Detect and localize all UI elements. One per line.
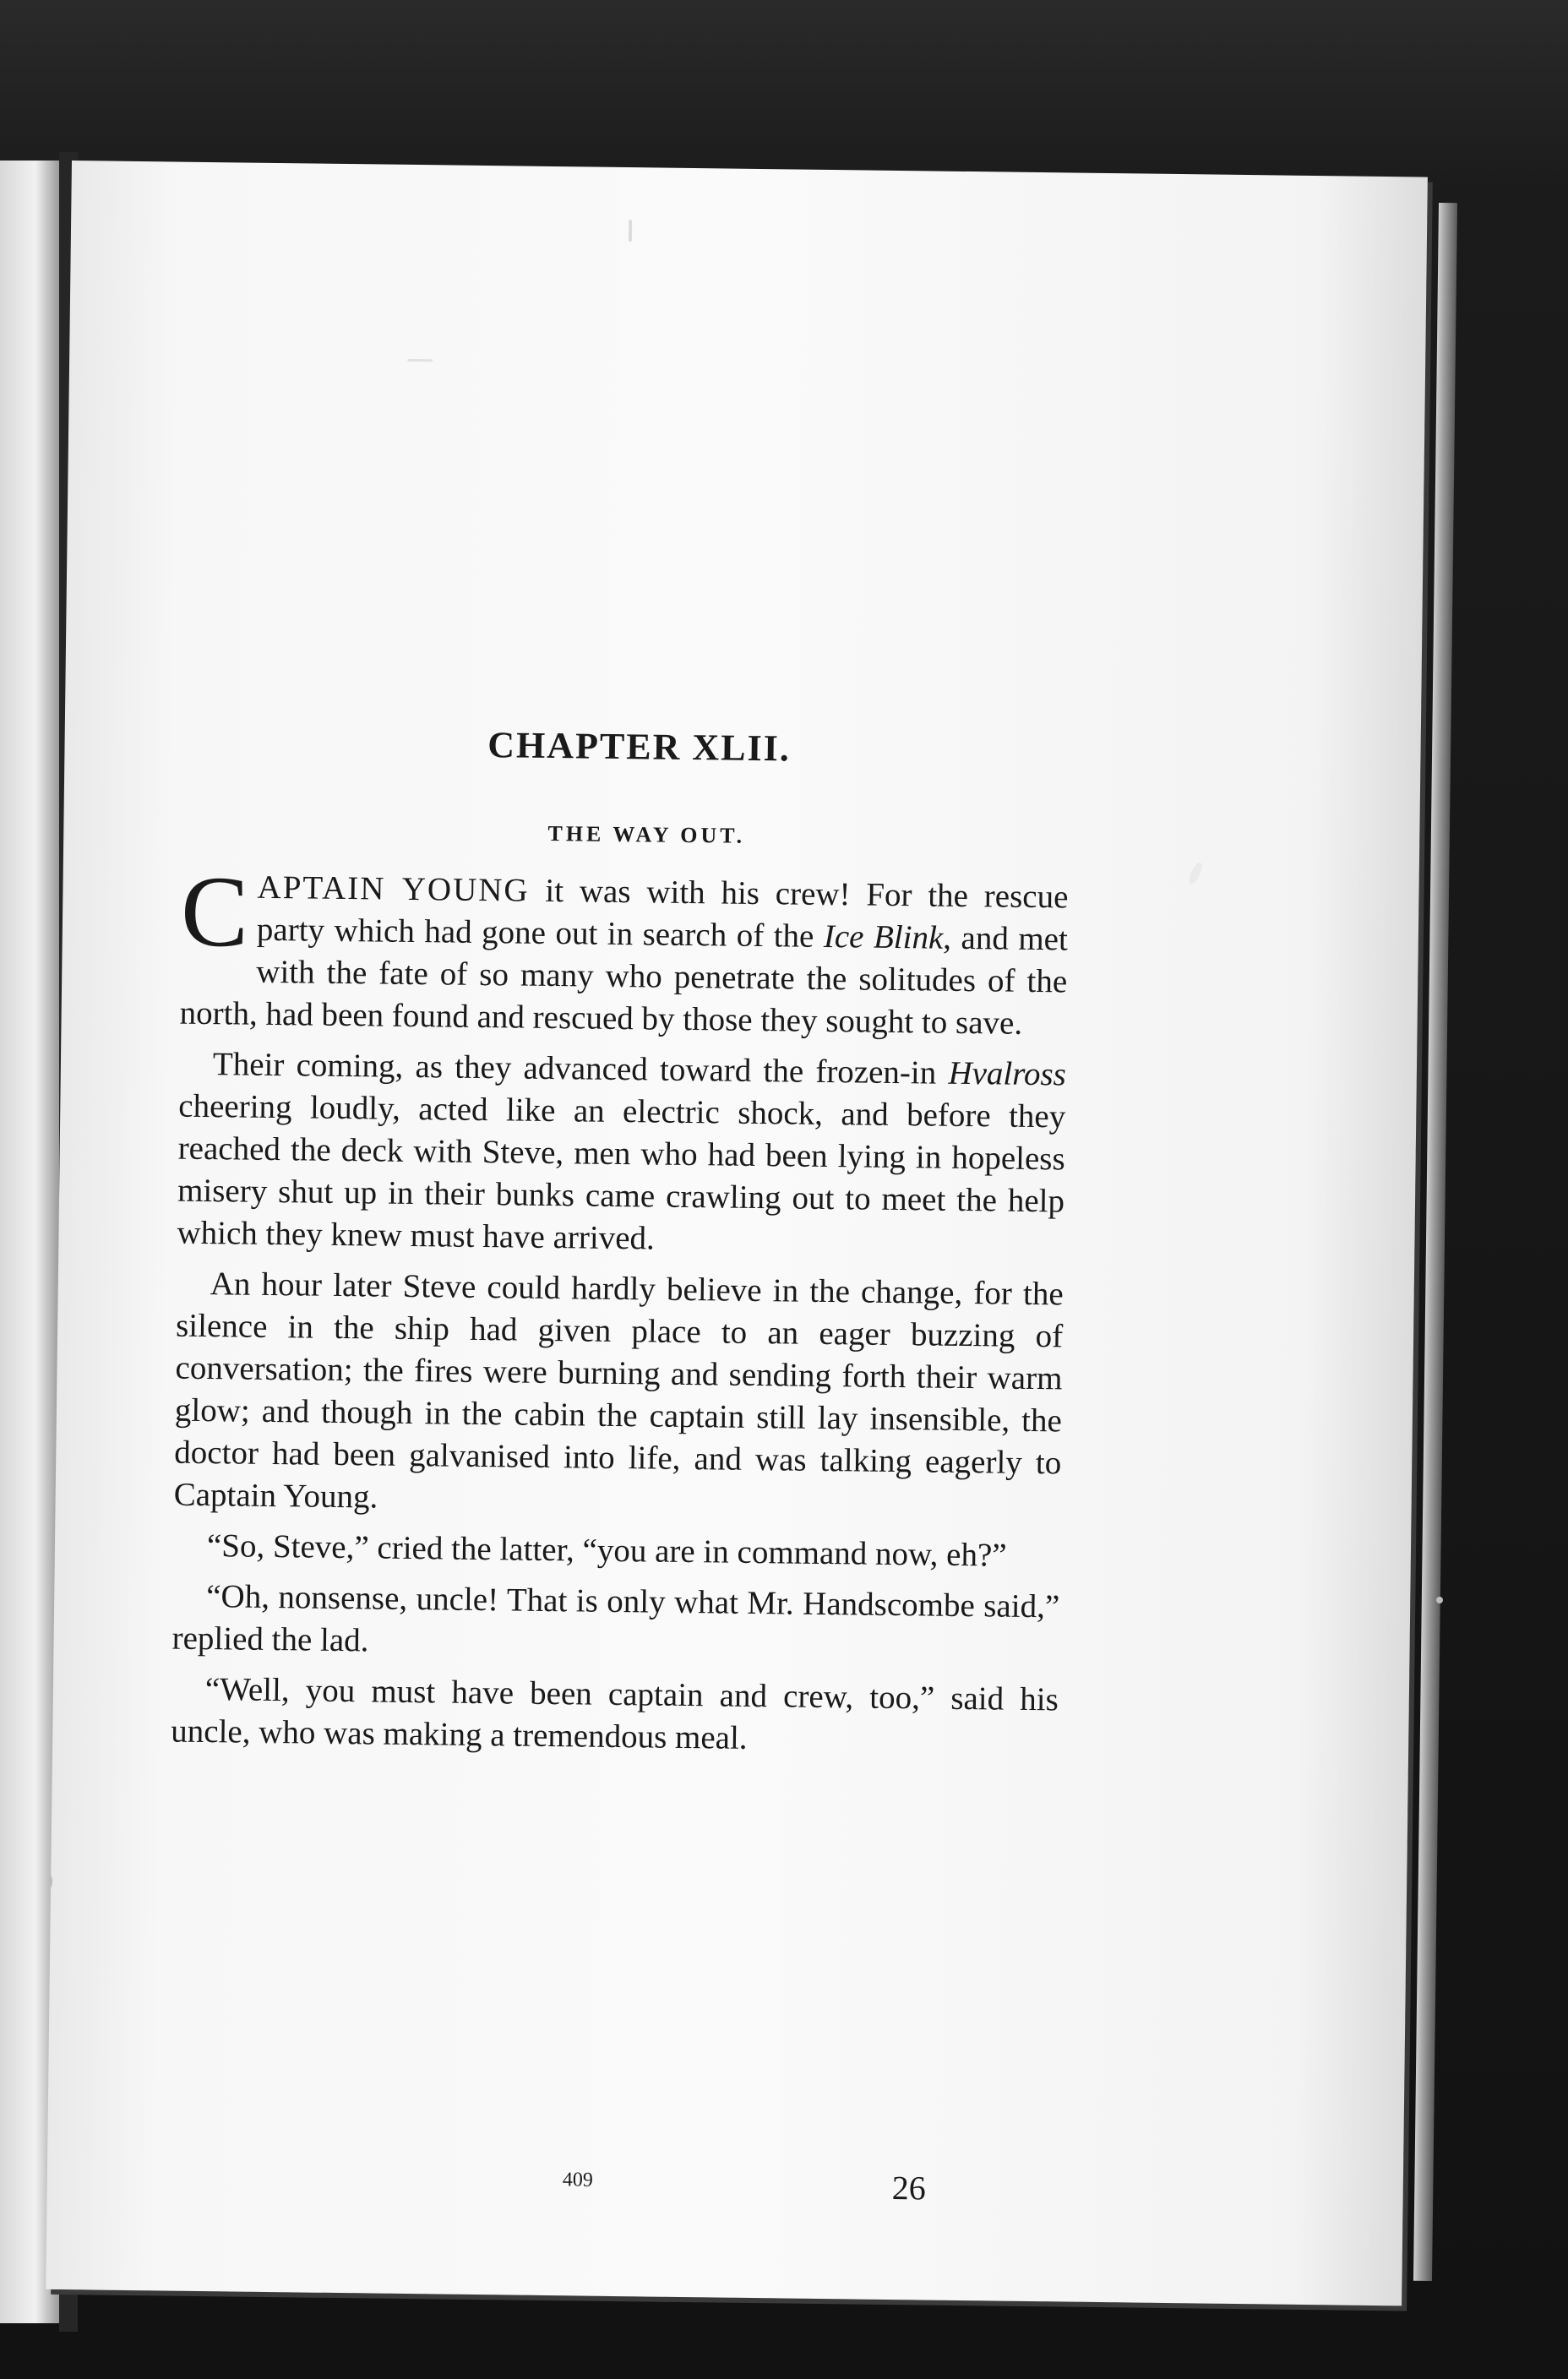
signature-mark: 26 xyxy=(891,2169,927,2208)
paragraph-2-text: Their coming, as they advanced toward the frozen-in xyxy=(212,1046,949,1092)
paper-mark xyxy=(407,359,433,362)
page-number: 409 xyxy=(562,2169,593,2191)
paragraph-5: “Oh, nonsense, uncle! That is only what Mr. Handscombe said,” replied the lad. xyxy=(172,1578,1060,1659)
paragraph-6: “Well, you must have been captain and crew, too,” said his uncle, who was making a tremendous meal. xyxy=(171,1671,1059,1756)
paragraph-1-tail: , and met with the fate of so many who penetrate the solitudes of the north, had been found and rescued by those they sought to save. xyxy=(179,919,1069,1042)
text-block xyxy=(171,720,1070,1772)
paragraph-3: An hour later Steve could hardly believe in the change, for the silence in the ship had given place to an eager buzzing of conversation; the fires were burning and sending forth their warm glow; and though in the cabin the captain still lay insensible, the doctor had been galvanised into life, and was talking eagerly to Captain Young. xyxy=(173,1266,1064,1516)
paragraph-2-tail: cheering loudly, acted like an electric shock, and before they reached the deck with Steve, men who had been lying in hopeless misery shut up in their bunks came crawling out to meet the help which they knew must have arrived. xyxy=(177,1087,1066,1257)
paper-mark xyxy=(629,220,632,242)
page-footer xyxy=(165,2164,1053,2218)
book-page xyxy=(46,161,1428,2306)
paragraph-1-text: it was with his crew! For the rescue party which had gone out in search of the xyxy=(256,872,1069,955)
ship-name-ice-blink: Ice Blink xyxy=(823,917,944,956)
chapter-title: CHAPTER XLII. xyxy=(487,724,792,770)
paragraph-1 xyxy=(179,854,1069,1046)
paragraph-2 xyxy=(177,1043,1066,1266)
lead-caps: APTAIN YOUNG xyxy=(257,868,530,909)
scan-speck xyxy=(1436,1597,1443,1603)
ship-name-hvalross: Hvalross xyxy=(948,1054,1067,1093)
section-title: THE WAY OUT. xyxy=(547,820,746,848)
drop-cap: C xyxy=(180,854,250,968)
paragraph-4: “So, Steve,” cried the latter, “you are in command now, eh?” xyxy=(206,1527,1007,1574)
scan-speck xyxy=(49,1875,52,1887)
